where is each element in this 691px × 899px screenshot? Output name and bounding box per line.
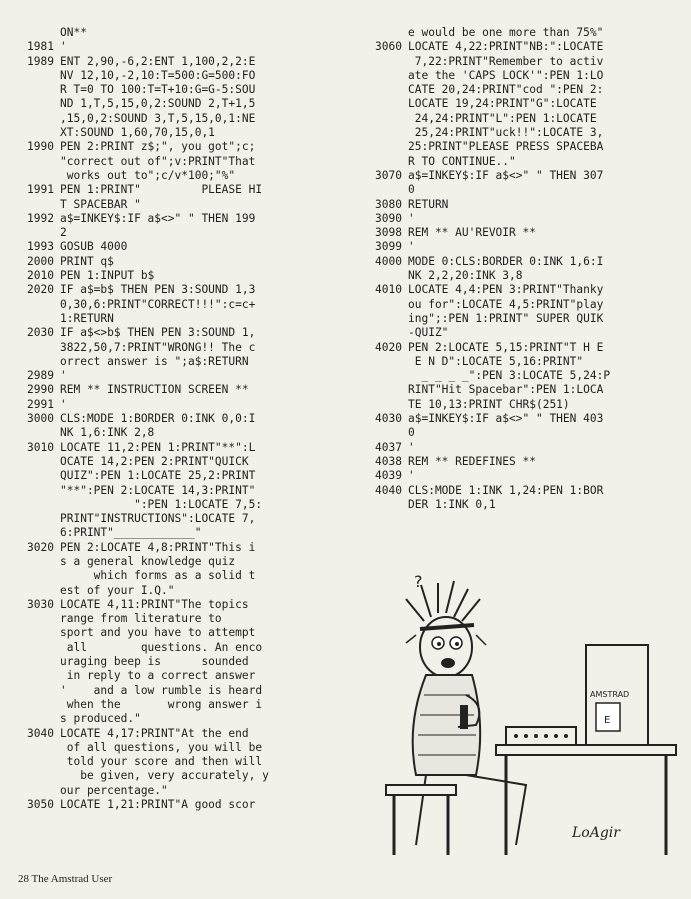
code-line [18,755,356,769]
line-number: 4020 [375,340,402,354]
line-number: 3090 [375,211,402,225]
code-line [18,769,356,783]
code-text: s produced." [60,712,141,726]
code-line [360,183,685,197]
code-text: ' [60,40,67,54]
code-line [360,212,685,226]
cartoon-illustration [376,555,686,875]
code-text: ' [60,369,67,383]
code-text: 2 [60,226,67,240]
line-number: 3080 [375,197,402,211]
code-text: 25:PRINT"PLEASE PRESS SPACEBA [408,140,604,154]
code-text: NK 2,2,20:INK 3,8 [408,269,523,283]
code-line [18,798,356,812]
code-text: ate the 'CAPS LOCK'":PEN 1:LO [408,68,604,82]
code-text: ENT 2,90,-6,2:ENT 1,100,2,2:E [60,54,256,68]
code-text: -QUIZ" [408,326,449,340]
code-line [18,126,356,140]
line-number: 4040 [375,483,402,497]
code-text: LOCATE 19,24:PRINT"G":LOCATE [408,97,597,111]
code-text: E N D":LOCATE 5,16:PRINT" [408,354,584,368]
code-line [360,369,685,383]
code-line [18,69,356,83]
code-text: GOSUB 4000 [60,240,128,254]
code-line [360,226,685,240]
code-line [360,97,685,111]
desk [496,745,676,755]
code-text: RINT"Hit Spacebar":PEN 1:LOCA [408,383,604,397]
code-text: ":PEN 1:LOCATE 7,5: [60,497,263,511]
line-number: 3050 [27,798,54,812]
line-number: 2991 [27,397,54,411]
code-line [360,326,685,340]
code-line [18,83,356,97]
code-text: e would be one more than 75%" [408,26,604,39]
code-text: our percentage." [60,783,168,797]
code-line [360,140,685,154]
code-text: 0,30,6:PRINT"CORRECT!!!":c=c+ [60,297,256,311]
code-line [18,741,356,755]
artist-signature: LoAgir [572,825,620,841]
code-text: REM ** INSTRUCTION SCREEN ** [60,383,249,397]
code-line [18,240,356,254]
code-text: be given, very accurately, y [60,769,269,783]
line-number: 1993 [27,240,54,254]
code-line [18,569,356,583]
code-line [360,398,685,412]
code-text: RETURN [408,197,449,211]
code-text: PEN 1:INPUT b$ [60,269,155,283]
code-line [18,112,356,126]
joystick [460,705,468,729]
code-text: ' [408,240,415,254]
code-text: NV 12,10,-2,10:T=500:G=500:FO [60,68,256,82]
code-text: ' and a low rumble is heard [60,683,263,697]
disk-label: E [604,715,611,726]
left-code-column [18,26,356,812]
code-line [18,727,356,741]
line-number: 1992 [27,211,54,225]
code-line [360,341,685,355]
line-number: 2020 [27,283,54,297]
code-text: LOCATE 1,21:PRINT"A good scor [60,798,256,812]
code-text: REM ** REDEFINES ** [408,454,536,468]
code-line [360,126,685,140]
code-text: CATE 20,24:PRINT"cod ":PEN 2: [408,83,604,97]
code-text: LOCATE 4,4:PEN 3:PRINT"Thanky [408,283,604,297]
code-text: "correct out of";v:PRINT"That [60,154,256,168]
code-text: DER 1:INK 0,1 [408,497,496,511]
code-text: _ _ _ _":PEN 3:LOCATE 5,24:P [408,369,611,383]
line-number: 2990 [27,383,54,397]
code-line [18,226,356,240]
code-text: ,15,0,2:SOUND 3,T,5,15,0,1:NE [60,111,256,125]
code-text: T SPACEBAR " [60,197,141,211]
code-line [18,269,356,283]
code-line [18,712,356,726]
code-text: range from literature to [60,612,222,626]
code-line [18,169,356,183]
line-number: 3000 [27,412,54,426]
code-text: ' [408,440,415,454]
code-text: ND 1,T,5,15,0,2:SOUND 2,T+1,5 [60,97,256,111]
code-line [18,40,356,54]
code-line [18,212,356,226]
code-line [360,83,685,97]
line-number: 1991 [27,183,54,197]
code-text: of all questions, you will be [60,740,263,754]
code-line [18,140,356,154]
code-text: "**":PEN 2:LOCATE 14,3:PRINT" [60,483,256,497]
line-number: 3099 [375,240,402,254]
line-number: 2030 [27,326,54,340]
code-line [18,155,356,169]
line-number: 2000 [27,254,54,268]
code-line [360,26,685,40]
code-text: PEN 2:LOCATE 5,15:PRINT"T H E [408,340,604,354]
code-text: PRINT"INSTRUCTIONS":LOCATE 7, [60,512,256,526]
right-code-column [360,26,685,512]
code-text: R T=0 TO 100:T=T+10:G=G-5:SOU [60,83,256,97]
line-number: 1990 [27,140,54,154]
code-text: a$=INKEY$:IF a$<>" " THEN 307 [408,168,604,182]
code-line [18,26,356,40]
code-text: in reply to a correct answer [60,669,256,683]
code-line [360,355,685,369]
line-number: 4010 [375,283,402,297]
code-text: 0 [408,426,415,440]
code-line [18,469,356,483]
code-text: s a general knowledge quiz [60,554,236,568]
code-text: all questions. An enco [60,640,263,654]
code-line [18,383,356,397]
code-text: XT:SOUND 1,60,70,15,0,1 [60,126,215,140]
code-line [18,255,356,269]
code-text: LOCATE 4,17:PRINT"At the end [60,726,249,740]
line-number: 2010 [27,269,54,283]
code-line [18,784,356,798]
code-text: PRINT q$ [60,254,114,268]
code-line [360,112,685,126]
code-text: 1:RETURN [60,311,114,325]
code-text: OCATE 14,2:PEN 2:PRINT"QUICK [60,454,249,468]
code-line [18,198,356,212]
line-number: 3060 [375,40,402,54]
code-text: PEN 2:PRINT z$;", you got";c; [60,140,256,154]
code-text: PEN 1:PRINT" PLEASE HI [60,183,263,197]
code-text: IF a$=b$ THEN PEN 3:SOUND 1,3 [60,283,256,297]
code-text: 6:PRINT"____________" [60,526,202,540]
code-text: sport and you have to attempt [60,626,256,640]
code-line [18,341,356,355]
code-line [18,369,356,383]
code-line [18,684,356,698]
line-number: 3010 [27,440,54,454]
code-line [18,555,356,569]
code-line [18,355,356,369]
code-text: CLS:MODE 1:INK 1,24:PEN 1:BOR [408,483,604,497]
code-text: PEN 2:LOCATE 4,8:PRINT"This i [60,540,256,554]
line-number: 4000 [375,254,402,268]
code-line [360,298,685,312]
page-footer: 28 The Amstrad User [18,873,113,885]
code-line [360,155,685,169]
code-line [18,283,356,297]
code-text: LOCATE 4,22:PRINT"NB:":LOCATE [408,40,604,54]
line-number: 3040 [27,726,54,740]
code-line [360,455,685,469]
code-line [18,626,356,640]
code-line [360,269,685,283]
code-line [360,283,685,297]
line-number: 3098 [375,226,402,240]
code-line [18,641,356,655]
code-text: 7,22:PRINT"Remember to activ [408,54,604,68]
code-line [360,40,685,54]
code-line [18,512,356,526]
code-text: IF a$<>b$ THEN PEN 3:SOUND 1, [60,326,256,340]
line-number: 4038 [375,454,402,468]
code-text: ' [408,211,415,225]
code-text: ON** [60,26,87,39]
code-line [18,426,356,440]
code-line [360,383,685,397]
code-line [18,598,356,612]
code-text: MODE 0:CLS:BORDER 0:INK 1,6:I [408,254,604,268]
code-text: 0 [408,183,415,197]
code-text: 25,24:PRINT"uck!!":LOCATE 3, [408,126,604,140]
code-text: est of your I.Q." [60,583,175,597]
code-text: which forms as a solid t [60,569,256,583]
code-line [18,669,356,683]
line-number: 4030 [375,412,402,426]
stool [386,785,456,795]
code-line [18,655,356,669]
code-text: TE 10,13:PRINT CHR$(251) [408,397,570,411]
code-text: 24,24:PRINT"L":PEN 1:LOCATE [408,111,597,125]
code-line [360,441,685,455]
code-text: works out to";c/v*100;"%" [60,168,236,182]
code-line [18,584,356,598]
code-line [360,426,685,440]
code-line [18,441,356,455]
code-line [360,469,685,483]
code-text: LOCATE 11,2:PEN 1:PRINT"**":L [60,440,256,454]
computer-brand-label: AMSTRAD [590,690,630,699]
code-text: ' [60,397,67,411]
line-number: 2989 [27,369,54,383]
code-line [18,326,356,340]
code-text: LOCATE 4,11:PRINT"The topics [60,597,249,611]
code-text: CLS:MODE 1:BORDER 0:INK 0,0:I [60,412,256,426]
code-text: 3822,50,7:PRINT"WRONG!! The c [60,340,256,354]
code-line [360,55,685,69]
code-line [18,398,356,412]
code-line [360,484,685,498]
code-line [360,69,685,83]
code-line [360,412,685,426]
code-line [360,255,685,269]
code-line [360,240,685,254]
code-text: ing";:PEN 1:PRINT" SUPER QUIK [408,311,604,325]
line-number: 3030 [27,597,54,611]
line-number: 3020 [27,540,54,554]
code-text: ' [408,469,415,483]
code-text: QUIZ":PEN 1:LOCATE 25,2:PRINT [60,469,256,483]
cartoon-question-mark: ? [414,572,423,591]
code-line [18,412,356,426]
code-line [18,612,356,626]
code-text: a$=INKEY$:IF a$<>" " THEN 199 [60,211,256,225]
code-line [18,526,356,540]
code-line [18,498,356,512]
code-text: REM ** AU'REVOIR ** [408,226,536,240]
code-line [18,541,356,555]
code-line [18,298,356,312]
line-number: 1981 [27,40,54,54]
code-line [360,312,685,326]
code-line [18,484,356,498]
code-text: uraging beep is sounded [60,655,249,669]
line-number: 3070 [375,168,402,182]
code-text: orrect answer is ";a$:RETURN [60,354,249,368]
code-text: when the wrong answer i [60,697,263,711]
code-line [18,97,356,111]
code-line [18,55,356,69]
code-line [18,698,356,712]
code-line [360,498,685,512]
code-line [18,455,356,469]
code-text: ou for":LOCATE 4,5:PRINT"play [408,297,604,311]
line-number: 4037 [375,440,402,454]
code-text: R TO CONTINUE.." [408,154,516,168]
code-line [18,312,356,326]
line-number: 4039 [375,469,402,483]
code-line [18,183,356,197]
code-text: a$=INKEY$:IF a$<>" " THEN 403 [408,412,604,426]
code-text: told your score and then will [60,755,263,769]
line-number: 1989 [27,54,54,68]
code-line [360,198,685,212]
code-text: NK 1,6:INK 2,8 [60,426,155,440]
code-line [360,169,685,183]
